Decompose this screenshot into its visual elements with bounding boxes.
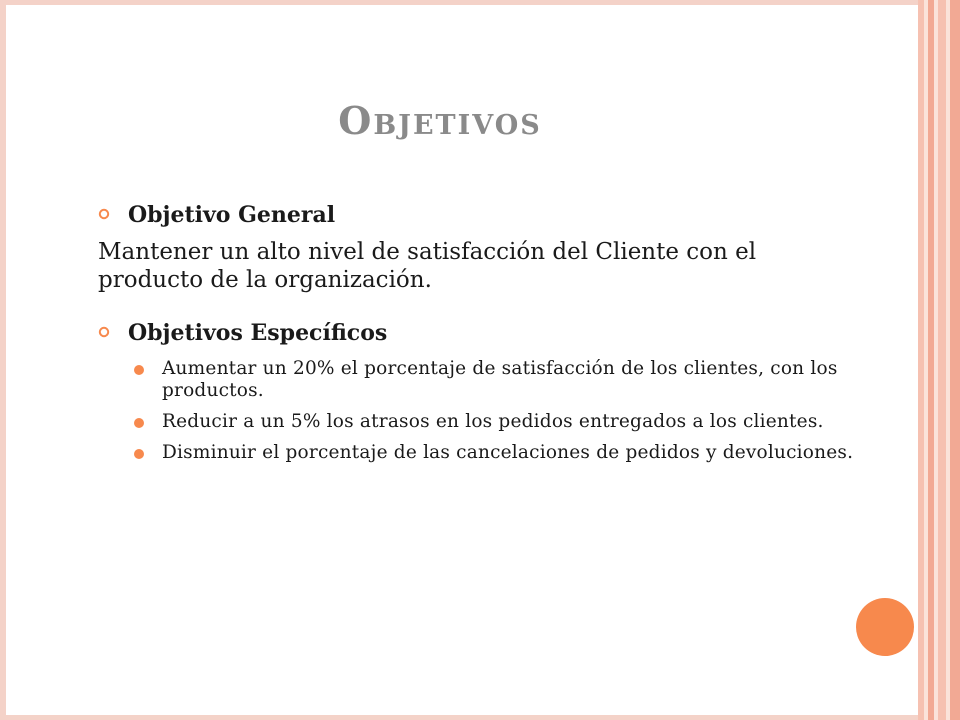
- dot-bullet-icon: [134, 418, 144, 428]
- slide-title: Objetivos: [338, 98, 542, 143]
- general-heading-text: Objetivo General: [128, 202, 336, 228]
- specific-heading-text: Objetivos Específicos: [128, 320, 388, 346]
- ring-bullet-icon: [98, 326, 110, 338]
- specific-objectives-list: [98, 358, 868, 464]
- frame-top-border: [0, 0, 918, 5]
- decorative-stripes: [918, 0, 960, 720]
- dot-bullet-icon: [134, 365, 144, 375]
- general-objective-heading: [98, 200, 868, 230]
- general-objective-text: Mantener un alto nivel de satisfacción del Cliente con el producto de la organización.: [98, 239, 757, 293]
- list-item: Reducir a un 5% los atrasos en los pedidos entregados a los clientes.: [134, 411, 868, 433]
- ring-bullet-icon: [98, 208, 110, 220]
- frame-bottom-border: [0, 715, 918, 720]
- list-item: Aumentar un 20% el porcentaje de satisfacción de los clientes, con los productos.: [134, 358, 868, 402]
- specific-objectives-heading: [98, 318, 868, 348]
- dot-bullet-icon: [134, 449, 144, 459]
- decorative-circle: [856, 598, 914, 656]
- slide-content: [98, 200, 868, 473]
- list-item: Disminuir el porcentaje de las cancelaciones de pedidos y devoluciones.: [134, 442, 868, 464]
